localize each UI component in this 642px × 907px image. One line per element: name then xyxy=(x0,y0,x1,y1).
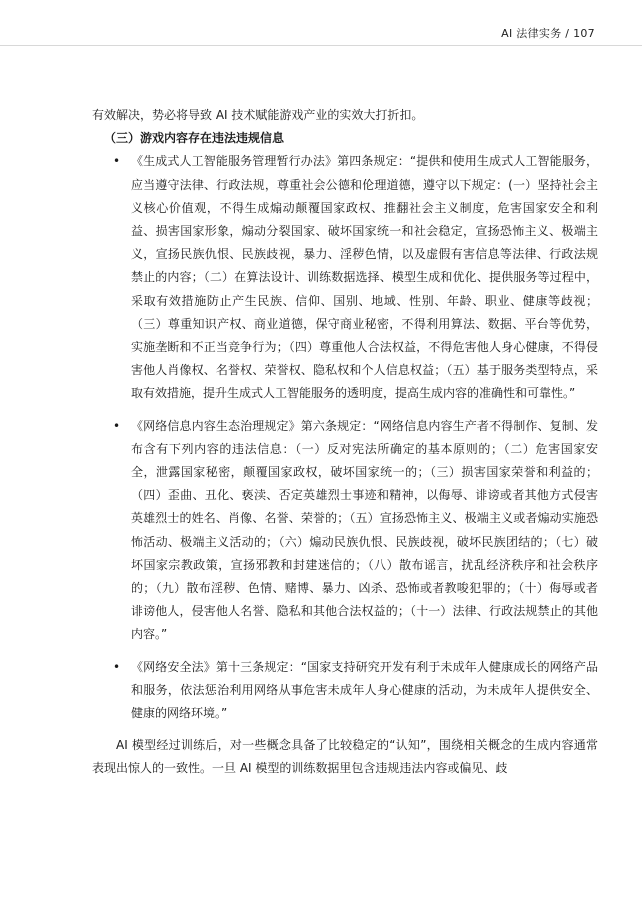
bullet-icon: • xyxy=(113,418,121,433)
closing-paragraph: AI 模型经过训练后，对一些概念具备了比较稳定的“认知”，围绕相关概念的生成内容通常表现出惊人的一致性。一旦 AI 模型的训练数据里包含违规违法内容或偏见、歧 xyxy=(92,738,598,776)
list-item xyxy=(113,150,598,405)
running-header: AI 法律实务 / 107 xyxy=(501,27,595,40)
list-item-text: 《网络安全法》第十三条规定：“国家支持研究开发有利于未成年人健康成长的网络产品和服务，依法惩治利用网络从事危害未成年人身心健康的活动，为未成年人提供安全、健康的网络环境。” xyxy=(131,659,598,721)
bullet-icon: • xyxy=(113,659,121,674)
intro-paragraph: 有效解决，势必将导致 AI 技术赋能游戏产业的实效大打折扣。 xyxy=(92,108,424,122)
bullet-icon: • xyxy=(113,154,121,169)
section-heading: （三）游戏内容存在违法违规信息 xyxy=(104,131,285,146)
regulation-list xyxy=(92,150,598,725)
list-item xyxy=(113,656,598,726)
list-item-text: 《生成式人工智能服务管理暂行办法》第四条规定：“提供和使用生成式人工智能服务，应当遵守法律、行政法规，尊重社会公德和伦理道德，遵守以下规定：(一）坚持社会主义核心价值观，不得生成煽动颠覆国家政权、推翻社会主义制度，危害国家安全和利益、损害国家形象，煽动分裂国家、破坏国家统一和社会稳定，宣扬恐怖主义、极端主义，宣扬民族仇恨、民族歧视，暴力、淫秽色情，以及虚假有害信息等法律、行政法规禁止的内容；（二）在算法设计、训练数据选择、模型生成和优化、提供服务等过程中，采取有效措施防止产生民族、信仰、国别、地域、性别、年龄、职业、健康等歧视；（三）尊重知识产权、商业道德，保守商业秘密，不得利用算法、数据、平台等优势，实施垄断和不正当竞争行为；（四）尊重他人合法权益，不得危害他人身心健康，不得侵害他人肖像权、名誉权、荣誉权、隐私权和个人信息权益；（五）基于服务类型特点，采取有效措施，提升生成式人工智能服务的透明度，提高生成内容的准确性和可靠性。” xyxy=(131,154,598,401)
list-item-text: 《网络信息内容生态治理规定》第六条规定：“网络信息内容生产者不得制作、复制、发布含有下列内容的违法信息：（一）反对宪法所确定的基本原则的；（二）危害国家安全，泄露国家秘密，颠覆国家政权，破坏国家统一的；（三）损害国家荣誉和利益的；（四）歪曲、丑化、亵渎、否定英雄烈士事迹和精神，以侮辱、诽谤或者其他方式侵害英雄烈士的姓名、肖像、名誉、荣誉的；（五）宣扬恐怖主义、极端主义或者煽动实施恐怖活动、极端主义活动的；（六）煽动民族仇恨、民族歧视，破坏民族团结的；（七）破坏国家宗教政策，宣扬邪教和封建迷信的；（八）散布谣言，扰乱经济秩序和社会秩序的；（九）散布淫秽、色情、赌博、暴力、凶杀、恐怖或者教唆犯罪的；（十）侮辱或者诽谤他人，侵害他人名誉、隐私和其他合法权益的；（十一）法律、行政法规禁止的其他内容。” xyxy=(131,418,598,642)
header-divider xyxy=(0,45,642,46)
page-body xyxy=(92,104,598,781)
list-item xyxy=(113,415,598,647)
